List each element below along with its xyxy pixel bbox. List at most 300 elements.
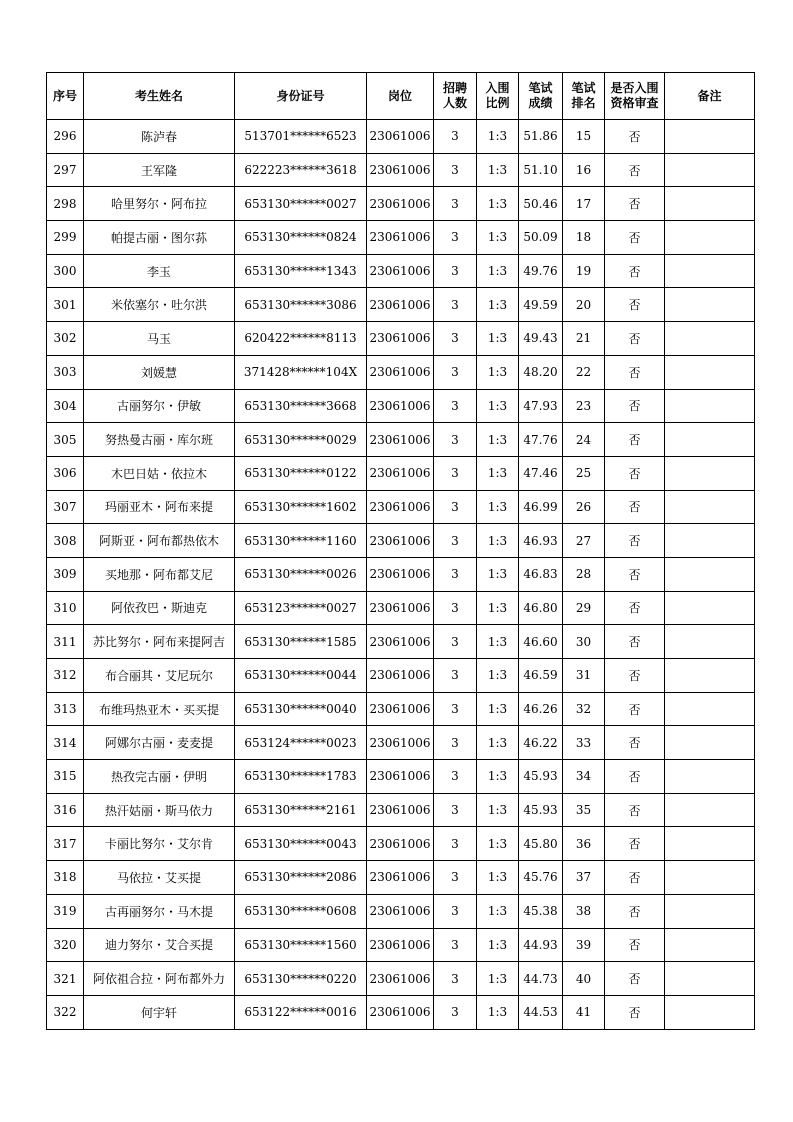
cell-name: 卡丽比努尔・艾尔肯 [84,827,235,861]
cell-id: 653130******0026 [235,557,367,591]
cell-id: 653130******0220 [235,962,367,996]
cell-qualify: 否 [605,692,665,726]
cell-rank: 15 [563,120,605,154]
cell-ratio: 1:3 [477,692,519,726]
cell-note [665,490,755,524]
cell-recruit: 3 [434,524,477,558]
cell-id: 653130******0040 [235,692,367,726]
cell-id: 513701******6523 [235,120,367,154]
table-row [47,760,755,794]
cell-seq: 319 [47,894,84,928]
cell-score: 47.76 [519,423,563,457]
cell-qualify: 否 [605,793,665,827]
cell-rank: 19 [563,254,605,288]
cell-note [665,793,755,827]
table-row [47,726,755,760]
cell-ratio: 1:3 [477,221,519,255]
cell-rank: 40 [563,962,605,996]
candidate-table [46,72,755,1030]
table-row [47,254,755,288]
cell-score: 49.76 [519,254,563,288]
cell-ratio: 1:3 [477,591,519,625]
cell-name: 迪力努尔・艾合买提 [84,928,235,962]
cell-score: 45.76 [519,861,563,895]
cell-rank: 35 [563,793,605,827]
cell-seq: 306 [47,456,84,490]
cell-seq: 303 [47,355,84,389]
cell-ratio: 1:3 [477,456,519,490]
cell-score: 46.83 [519,557,563,591]
cell-note [665,827,755,861]
cell-name: 热孜完古丽・伊明 [84,760,235,794]
cell-id: 653130******2086 [235,861,367,895]
cell-qualify: 否 [605,894,665,928]
cell-ratio: 1:3 [477,726,519,760]
cell-ratio: 1:3 [477,254,519,288]
table-row [47,962,755,996]
cell-ratio: 1:3 [477,894,519,928]
cell-qualify: 否 [605,625,665,659]
cell-seq: 313 [47,692,84,726]
cell-rank: 30 [563,625,605,659]
cell-note [665,625,755,659]
cell-id: 653130******0044 [235,659,367,693]
header-rank-line1: 笔试 [571,81,596,95]
cell-qualify: 否 [605,524,665,558]
header-recruit-line2: 人数 [442,96,467,110]
cell-recruit: 3 [434,793,477,827]
cell-seq: 317 [47,827,84,861]
cell-note [665,894,755,928]
cell-rank: 37 [563,861,605,895]
cell-rank: 25 [563,456,605,490]
cell-qualify: 否 [605,221,665,255]
cell-rank: 34 [563,760,605,794]
table-row [47,995,755,1029]
cell-name: 阿依祖合拉・阿布都外力 [84,962,235,996]
cell-seq: 304 [47,389,84,423]
cell-note [665,153,755,187]
cell-name: 布维玛热亚木・买买提 [84,692,235,726]
cell-ratio: 1:3 [477,288,519,322]
cell-qualify: 否 [605,557,665,591]
cell-recruit: 3 [434,288,477,322]
cell-rank: 41 [563,995,605,1029]
cell-id: 653130******1783 [235,760,367,794]
header-rank [563,73,605,120]
cell-ratio: 1:3 [477,928,519,962]
cell-name: 玛丽亚木・阿布来提 [84,490,235,524]
cell-post: 23061006 [367,861,434,895]
cell-qualify: 否 [605,187,665,221]
header-rank-line2: 排名 [571,96,596,110]
cell-post: 23061006 [367,423,434,457]
cell-seq: 296 [47,120,84,154]
cell-qualify: 否 [605,355,665,389]
cell-ratio: 1:3 [477,760,519,794]
cell-name: 努热曼古丽・库尔班 [84,423,235,457]
cell-score: 44.53 [519,995,563,1029]
cell-seq: 316 [47,793,84,827]
cell-ratio: 1:3 [477,962,519,996]
cell-rank: 23 [563,389,605,423]
cell-seq: 307 [47,490,84,524]
cell-ratio: 1:3 [477,861,519,895]
cell-note [665,659,755,693]
cell-id: 653130******0029 [235,423,367,457]
cell-qualify: 否 [605,423,665,457]
header-note: 备注 [665,73,755,120]
cell-recruit: 3 [434,456,477,490]
cell-rank: 38 [563,894,605,928]
cell-seq: 300 [47,254,84,288]
cell-seq: 315 [47,760,84,794]
cell-rank: 29 [563,591,605,625]
cell-qualify: 否 [605,322,665,356]
cell-seq: 322 [47,995,84,1029]
header-ratio [477,73,519,120]
cell-score: 45.38 [519,894,563,928]
cell-ratio: 1:3 [477,793,519,827]
cell-note [665,962,755,996]
cell-qualify: 否 [605,760,665,794]
table-row [47,456,755,490]
cell-score: 49.59 [519,288,563,322]
cell-note [665,120,755,154]
cell-id: 653130******0608 [235,894,367,928]
cell-ratio: 1:3 [477,153,519,187]
cell-recruit: 3 [434,659,477,693]
cell-name: 何宇轩 [84,995,235,1029]
cell-seq: 309 [47,557,84,591]
cell-seq: 308 [47,524,84,558]
cell-recruit: 3 [434,423,477,457]
cell-score: 46.99 [519,490,563,524]
cell-recruit: 3 [434,187,477,221]
cell-recruit: 3 [434,557,477,591]
cell-recruit: 3 [434,355,477,389]
cell-id: 371428******104X [235,355,367,389]
cell-note [665,726,755,760]
cell-score: 46.60 [519,625,563,659]
cell-name: 阿斯亚・阿布都热依木 [84,524,235,558]
cell-recruit: 3 [434,221,477,255]
table-row [47,894,755,928]
cell-note [665,288,755,322]
cell-post: 23061006 [367,625,434,659]
cell-recruit: 3 [434,120,477,154]
cell-qualify: 否 [605,254,665,288]
cell-score: 47.46 [519,456,563,490]
cell-post: 23061006 [367,389,434,423]
cell-recruit: 3 [434,726,477,760]
cell-qualify: 否 [605,995,665,1029]
cell-name: 木巴日姑・依拉木 [84,456,235,490]
cell-note [665,861,755,895]
cell-note [665,221,755,255]
cell-name: 哈里努尔・阿布拉 [84,187,235,221]
cell-rank: 31 [563,659,605,693]
cell-post: 23061006 [367,254,434,288]
cell-qualify: 否 [605,490,665,524]
cell-note [665,389,755,423]
table-row [47,659,755,693]
cell-id: 653130******2161 [235,793,367,827]
cell-note [665,322,755,356]
cell-recruit: 3 [434,692,477,726]
cell-post: 23061006 [367,120,434,154]
cell-name: 帕提古丽・图尔荪 [84,221,235,255]
cell-name: 热汗姑丽・斯马依力 [84,793,235,827]
cell-ratio: 1:3 [477,187,519,221]
cell-id: 653130******1343 [235,254,367,288]
cell-name: 古再丽努尔・马木提 [84,894,235,928]
cell-post: 23061006 [367,322,434,356]
cell-rank: 39 [563,928,605,962]
table-row [47,861,755,895]
cell-score: 46.59 [519,659,563,693]
cell-recruit: 3 [434,928,477,962]
table-row [47,490,755,524]
cell-note [665,760,755,794]
cell-seq: 318 [47,861,84,895]
header-id: 身份证号 [235,73,367,120]
cell-ratio: 1:3 [477,557,519,591]
cell-seq: 298 [47,187,84,221]
cell-ratio: 1:3 [477,355,519,389]
header-score [519,73,563,120]
cell-id: 653130******1602 [235,490,367,524]
header-recruit [434,73,477,120]
cell-id: 653130******1160 [235,524,367,558]
table-row [47,153,755,187]
header-score-line1: 笔试 [528,81,553,95]
cell-recruit: 3 [434,827,477,861]
header-recruit-line1: 招聘 [442,81,467,95]
cell-post: 23061006 [367,962,434,996]
table-row [47,288,755,322]
header-row [47,73,755,120]
cell-note [665,423,755,457]
cell-seq: 314 [47,726,84,760]
cell-rank: 27 [563,524,605,558]
cell-rank: 33 [563,726,605,760]
cell-recruit: 3 [434,322,477,356]
cell-note [665,557,755,591]
cell-id: 653130******0824 [235,221,367,255]
table-row [47,221,755,255]
table-row [47,692,755,726]
cell-recruit: 3 [434,894,477,928]
table-row [47,793,755,827]
cell-score: 45.93 [519,760,563,794]
cell-note [665,187,755,221]
table-row [47,827,755,861]
header-qualify-line1: 是否入围 [610,81,659,95]
cell-id: 653124******0023 [235,726,367,760]
cell-qualify: 否 [605,153,665,187]
cell-qualify: 否 [605,962,665,996]
cell-post: 23061006 [367,995,434,1029]
cell-score: 45.93 [519,793,563,827]
table-row [47,423,755,457]
table-body [47,120,755,1030]
cell-rank: 28 [563,557,605,591]
cell-recruit: 3 [434,490,477,524]
cell-id: 653130******3668 [235,389,367,423]
cell-ratio: 1:3 [477,389,519,423]
cell-name: 苏比努尔・阿布来提阿吉 [84,625,235,659]
table-row [47,389,755,423]
cell-score: 50.46 [519,187,563,221]
table-row [47,120,755,154]
cell-qualify: 否 [605,456,665,490]
cell-name: 买地那・阿布都艾尼 [84,557,235,591]
header-qualify [605,73,665,120]
cell-score: 44.73 [519,962,563,996]
cell-post: 23061006 [367,490,434,524]
cell-post: 23061006 [367,928,434,962]
cell-recruit: 3 [434,591,477,625]
cell-score: 45.80 [519,827,563,861]
cell-note [665,995,755,1029]
cell-ratio: 1:3 [477,827,519,861]
cell-recruit: 3 [434,995,477,1029]
table-row [47,591,755,625]
cell-post: 23061006 [367,760,434,794]
cell-post: 23061006 [367,557,434,591]
cell-recruit: 3 [434,861,477,895]
header-ratio-line2: 比例 [485,96,510,110]
cell-note [665,355,755,389]
cell-seq: 299 [47,221,84,255]
cell-ratio: 1:3 [477,490,519,524]
cell-score: 51.10 [519,153,563,187]
cell-post: 23061006 [367,456,434,490]
cell-ratio: 1:3 [477,423,519,457]
cell-recruit: 3 [434,389,477,423]
cell-id: 653130******3086 [235,288,367,322]
cell-ratio: 1:3 [477,625,519,659]
cell-score: 46.26 [519,692,563,726]
header-seq: 序号 [47,73,84,120]
cell-seq: 311 [47,625,84,659]
cell-rank: 17 [563,187,605,221]
cell-score: 48.20 [519,355,563,389]
table-row [47,322,755,356]
cell-name: 米依塞尔・吐尔洪 [84,288,235,322]
cell-ratio: 1:3 [477,322,519,356]
table-row [47,355,755,389]
cell-score: 51.86 [519,120,563,154]
cell-note [665,254,755,288]
cell-post: 23061006 [367,659,434,693]
cell-name: 刘媛慧 [84,355,235,389]
cell-post: 23061006 [367,221,434,255]
cell-id: 653130******1585 [235,625,367,659]
cell-seq: 310 [47,591,84,625]
cell-id: 653130******0043 [235,827,367,861]
cell-note [665,928,755,962]
cell-id: 653122******0016 [235,995,367,1029]
cell-id: 653130******0122 [235,456,367,490]
cell-qualify: 否 [605,928,665,962]
cell-rank: 32 [563,692,605,726]
cell-score: 50.09 [519,221,563,255]
cell-ratio: 1:3 [477,659,519,693]
cell-id: 620422******8113 [235,322,367,356]
cell-seq: 320 [47,928,84,962]
cell-seq: 312 [47,659,84,693]
header-qualify-line2: 资格审查 [610,96,659,110]
cell-post: 23061006 [367,692,434,726]
cell-qualify: 否 [605,659,665,693]
cell-ratio: 1:3 [477,995,519,1029]
cell-name: 阿娜尔古丽・麦麦提 [84,726,235,760]
cell-post: 23061006 [367,187,434,221]
table-row [47,625,755,659]
cell-post: 23061006 [367,894,434,928]
cell-id: 622223******3618 [235,153,367,187]
cell-recruit: 3 [434,153,477,187]
cell-qualify: 否 [605,120,665,154]
cell-seq: 321 [47,962,84,996]
cell-recruit: 3 [434,760,477,794]
table-row [47,928,755,962]
header-name: 考生姓名 [84,73,235,120]
cell-rank: 20 [563,288,605,322]
cell-name: 阿依孜巴・斯迪克 [84,591,235,625]
cell-score: 46.93 [519,524,563,558]
cell-note [665,456,755,490]
cell-seq: 305 [47,423,84,457]
cell-score: 47.93 [519,389,563,423]
table-row [47,557,755,591]
cell-post: 23061006 [367,726,434,760]
cell-note [665,692,755,726]
table-row [47,187,755,221]
cell-rank: 36 [563,827,605,861]
cell-score: 46.80 [519,591,563,625]
cell-note [665,524,755,558]
cell-rank: 24 [563,423,605,457]
cell-qualify: 否 [605,591,665,625]
cell-rank: 22 [563,355,605,389]
cell-name: 李玉 [84,254,235,288]
cell-rank: 18 [563,221,605,255]
cell-post: 23061006 [367,355,434,389]
cell-score: 44.93 [519,928,563,962]
cell-seq: 301 [47,288,84,322]
cell-rank: 16 [563,153,605,187]
cell-qualify: 否 [605,288,665,322]
cell-seq: 297 [47,153,84,187]
cell-post: 23061006 [367,288,434,322]
cell-recruit: 3 [434,254,477,288]
table-row [47,524,755,558]
cell-post: 23061006 [367,827,434,861]
cell-qualify: 否 [605,861,665,895]
cell-rank: 21 [563,322,605,356]
cell-post: 23061006 [367,793,434,827]
cell-seq: 302 [47,322,84,356]
cell-name: 布合丽其・艾尼玩尔 [84,659,235,693]
cell-note [665,591,755,625]
cell-recruit: 3 [434,962,477,996]
cell-id: 653123******0027 [235,591,367,625]
cell-name: 王军隆 [84,153,235,187]
cell-score: 49.43 [519,322,563,356]
